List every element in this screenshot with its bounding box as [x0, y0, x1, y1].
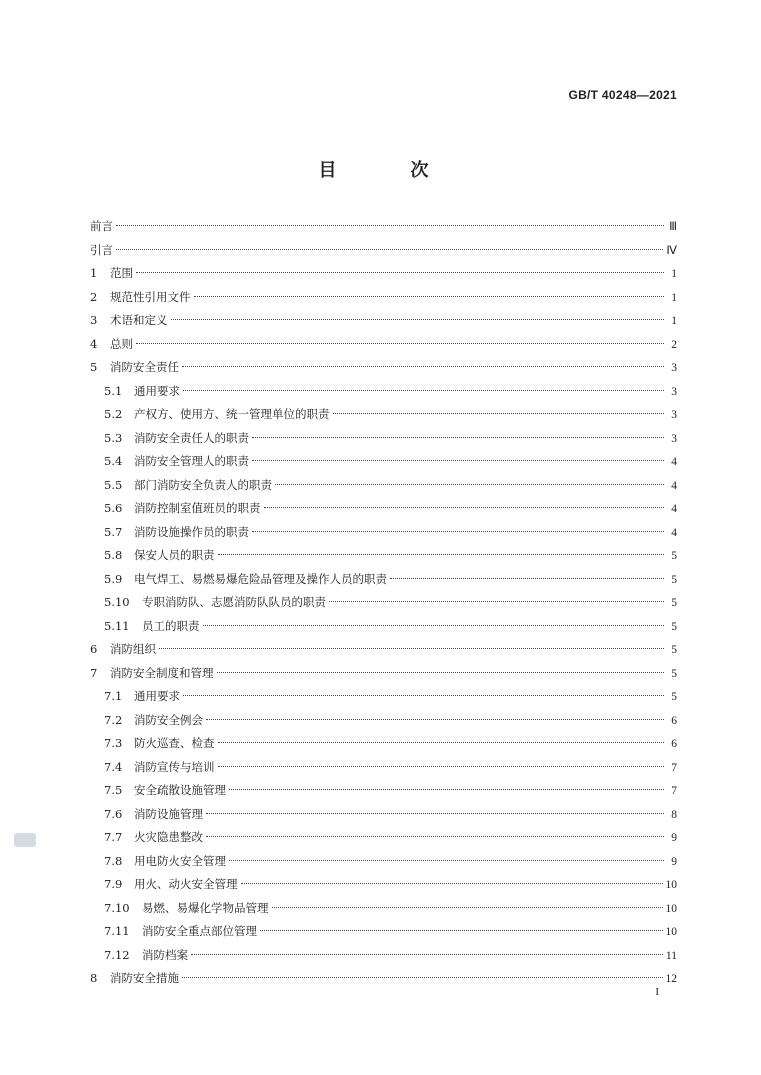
toc-entry-number: 7.4	[104, 759, 123, 774]
toc-entry	[90, 427, 677, 451]
toc-entry-title: 消防安全责任	[110, 360, 179, 374]
toc-entry-page: 11	[665, 949, 677, 962]
toc-entry-number: 8	[90, 971, 98, 985]
toc-entry	[90, 591, 677, 615]
toc-entry	[90, 850, 677, 874]
toc-entry-title: 消防安全制度和管理	[110, 665, 214, 680]
toc-entry-number: 7.10	[104, 900, 130, 915]
toc-entry	[90, 873, 677, 897]
toc-leader-dots	[171, 319, 665, 320]
toc-entry-title: 专职消防队、志愿消防队队员的职责	[142, 595, 326, 609]
toc-entry	[90, 568, 677, 592]
toc-entry-page: 10	[665, 926, 677, 938]
toc-entry-number: 7.1	[104, 689, 123, 703]
toc-leader-dots	[183, 390, 664, 391]
toc-leader-dots	[329, 601, 664, 602]
toc-leader-dots	[218, 742, 665, 743]
toc-leader-dots	[229, 860, 664, 861]
toc-entry-page: 3	[671, 432, 677, 445]
toc-leader-dots	[206, 836, 664, 837]
toc-entry-title: 部门消防安全负责人的职责	[134, 477, 272, 492]
toc-entry-number: 5.10	[104, 595, 130, 609]
toc-leader-dots	[116, 225, 664, 226]
toc-entry-number: 5.4	[104, 454, 123, 468]
toc-entry-page: 4	[671, 503, 677, 515]
toc-leader-dots	[275, 484, 664, 485]
toc-entry	[90, 779, 677, 803]
toc-entry-number: 7.2	[104, 712, 123, 727]
toc-entry-title: 消防设施操作员的职责	[134, 524, 249, 539]
toc-leader-dots	[182, 366, 664, 367]
toc-entry-page: 5	[671, 667, 677, 680]
toc-entry-page: 9	[671, 855, 677, 868]
toc-entry-title: 消防安全重点部位管理	[142, 924, 257, 938]
toc-leader-dots	[252, 460, 664, 461]
toc-leader-dots	[333, 413, 665, 414]
toc-entry	[90, 709, 677, 733]
toc-entry	[90, 615, 677, 639]
toc-leader-dots	[206, 813, 664, 814]
toc-entry-number: 7.9	[104, 877, 123, 891]
toc-entry-title: 用电防火安全管理	[134, 853, 226, 868]
toc-leader-dots	[183, 695, 664, 696]
watermark-logo	[14, 833, 36, 847]
toc-entry-title: 火灾隐患整改	[134, 830, 203, 844]
toc-entry-title: 保安人员的职责	[134, 548, 215, 562]
toc-leader-dots	[182, 977, 663, 978]
toc-entry-number: 7.11	[104, 924, 130, 938]
toc-entry-page: 9	[671, 832, 677, 844]
toc-entry	[90, 474, 677, 498]
toc-entry	[90, 309, 677, 333]
toc-entry-number: 7	[90, 665, 98, 680]
toc-entry-page: 7	[671, 761, 677, 774]
toc-entry-page: 10	[665, 879, 677, 891]
toc-entry	[90, 967, 677, 991]
toc-entry-page: 3	[671, 362, 677, 374]
toc-entry-number: 5.7	[104, 524, 123, 539]
toc-entry	[90, 638, 677, 662]
toc-entry	[90, 262, 677, 286]
toc-entry-page: 1	[671, 268, 677, 280]
toc-entry-number: 5.6	[104, 501, 123, 515]
toc-entry-title: 术语和定义	[110, 313, 168, 327]
toc-entry	[90, 403, 677, 427]
toc-entry-page: 8	[671, 808, 677, 821]
toc-leader-dots	[218, 766, 665, 767]
toc-entry	[90, 215, 677, 239]
toc-entry-page: 4	[671, 526, 677, 539]
toc-entry-title: 通用要求	[134, 383, 180, 398]
table-of-contents	[90, 215, 677, 991]
toc-leader-dots	[191, 954, 663, 955]
toc-entry-page: 3	[671, 385, 677, 398]
toc-entry-page: 2	[671, 338, 677, 351]
toc-entry-page: 1	[671, 291, 677, 304]
toc-entry-title: 前言	[90, 219, 113, 233]
toc-entry-number: 5.11	[104, 618, 130, 633]
toc-entry-title: 消防宣传与培训	[134, 759, 215, 774]
toc-entry-page: 4	[671, 456, 677, 468]
toc-entry	[90, 920, 677, 944]
toc-leader-dots	[272, 907, 663, 908]
toc-entry-number: 5.9	[104, 571, 123, 586]
toc-entry	[90, 685, 677, 709]
toc-leader-dots	[218, 554, 665, 555]
toc-entry-title: 消防控制室值班员的职责	[134, 501, 261, 515]
toc-entry-number: 7.6	[104, 806, 123, 821]
toc-entry-page: Ⅳ	[666, 244, 677, 257]
toc-entry-title: 电气焊工、易燃易爆危险品管理及操作人员的职责	[134, 571, 387, 586]
toc-entry-page: 1	[671, 315, 677, 327]
toc-entry-number: 7.3	[104, 736, 123, 750]
toc-entry-title: 消防组织	[110, 642, 156, 656]
page-number: I	[655, 986, 659, 998]
toc-entry-page: 5	[671, 644, 677, 656]
toc-entry-title: 规范性引用文件	[110, 289, 191, 304]
toc-entry-page: 3	[671, 409, 677, 421]
toc-entry-page: 5	[671, 573, 677, 586]
toc-entry-title: 范围	[110, 266, 133, 280]
toc-leader-dots	[229, 789, 664, 790]
toc-entry-number: 5.2	[104, 407, 123, 421]
toc-entry	[90, 662, 677, 686]
toc-entry-page: 5	[671, 620, 677, 633]
toc-entry-title: 员工的职责	[142, 618, 200, 633]
toc-entry-title: 消防设施管理	[134, 806, 203, 821]
toc-entry-title: 安全疏散设施管理	[134, 783, 226, 797]
toc-leader-dots	[159, 648, 664, 649]
toc-entry	[90, 521, 677, 545]
toc-entry-title: 总则	[110, 336, 133, 351]
toc-entry-title: 消防安全例会	[134, 712, 203, 727]
toc-entry	[90, 544, 677, 568]
toc-entry-number: 5	[90, 360, 98, 374]
toc-entry-number: 4	[90, 336, 98, 351]
toc-entry-number: 7.8	[104, 853, 123, 868]
toc-entry	[90, 286, 677, 310]
toc-entry-number: 6	[90, 642, 98, 656]
toc-entry	[90, 897, 677, 921]
toc-leader-dots	[206, 719, 664, 720]
toc-entry	[90, 380, 677, 404]
toc-entry	[90, 732, 677, 756]
toc-entry-number: 7.7	[104, 830, 123, 844]
toc-entry	[90, 356, 677, 380]
page-title: 目 次	[318, 160, 457, 181]
toc-entry	[90, 239, 677, 263]
toc-entry-title: 防火巡查、检查	[134, 736, 215, 750]
toc-entry-number: 5.5	[104, 477, 123, 492]
toc-entry-number: 3	[90, 313, 98, 327]
toc-entry-page: 12	[665, 973, 677, 985]
toc-entry-number: 1	[90, 266, 98, 280]
toc-leader-dots	[390, 578, 664, 579]
toc-leader-dots	[260, 930, 663, 931]
toc-entry-title: 消防安全责任人的职责	[134, 430, 249, 445]
toc-leader-dots	[252, 531, 664, 532]
toc-entry-page: Ⅲ	[669, 221, 677, 233]
toc-entry-number: 2	[90, 289, 98, 304]
toc-leader-dots	[252, 437, 664, 438]
toc-leader-dots	[203, 625, 665, 626]
toc-entry-title: 通用要求	[134, 689, 180, 703]
toc-entry-number: 5.1	[104, 383, 123, 398]
toc-entry-title: 引言	[90, 242, 113, 257]
toc-entry-title: 消防安全管理人的职责	[134, 454, 249, 468]
toc-leader-dots	[264, 507, 665, 508]
toc-entry-title: 产权方、使用方、统一管理单位的职责	[134, 407, 330, 421]
toc-entry-page: 10	[665, 902, 677, 915]
toc-entry-page: 5	[671, 691, 677, 703]
toc-entry-title: 消防安全措施	[110, 971, 179, 985]
toc-leader-dots	[217, 672, 665, 673]
toc-entry-title: 易燃、易爆化学物品管理	[142, 900, 269, 915]
toc-entry-page: 5	[671, 550, 677, 562]
toc-entry	[90, 944, 677, 968]
toc-entry	[90, 756, 677, 780]
toc-entry	[90, 826, 677, 850]
toc-entry-page: 6	[671, 738, 677, 750]
toc-leader-dots	[116, 249, 663, 250]
toc-entry	[90, 333, 677, 357]
toc-entry-title: 消防档案	[142, 947, 188, 962]
toc-entry-number: 7.12	[104, 947, 130, 962]
toc-entry-number: 5.3	[104, 430, 123, 445]
toc-leader-dots	[136, 272, 664, 273]
toc-entry-page: 7	[671, 785, 677, 797]
toc-entry	[90, 803, 677, 827]
toc-entry	[90, 450, 677, 474]
toc-entry-page: 4	[671, 479, 677, 492]
toc-entry-page: 6	[671, 714, 677, 727]
toc-leader-dots	[136, 343, 664, 344]
toc-leader-dots	[241, 883, 663, 884]
toc-entry	[90, 497, 677, 521]
toc-entry-number: 7.5	[104, 783, 123, 797]
standard-code: GB/T 40248—2021	[568, 88, 677, 102]
toc-leader-dots	[194, 296, 665, 297]
toc-entry-page: 5	[671, 597, 677, 609]
toc-entry-title: 用火、动火安全管理	[134, 877, 238, 891]
toc-entry-number: 5.8	[104, 548, 123, 562]
